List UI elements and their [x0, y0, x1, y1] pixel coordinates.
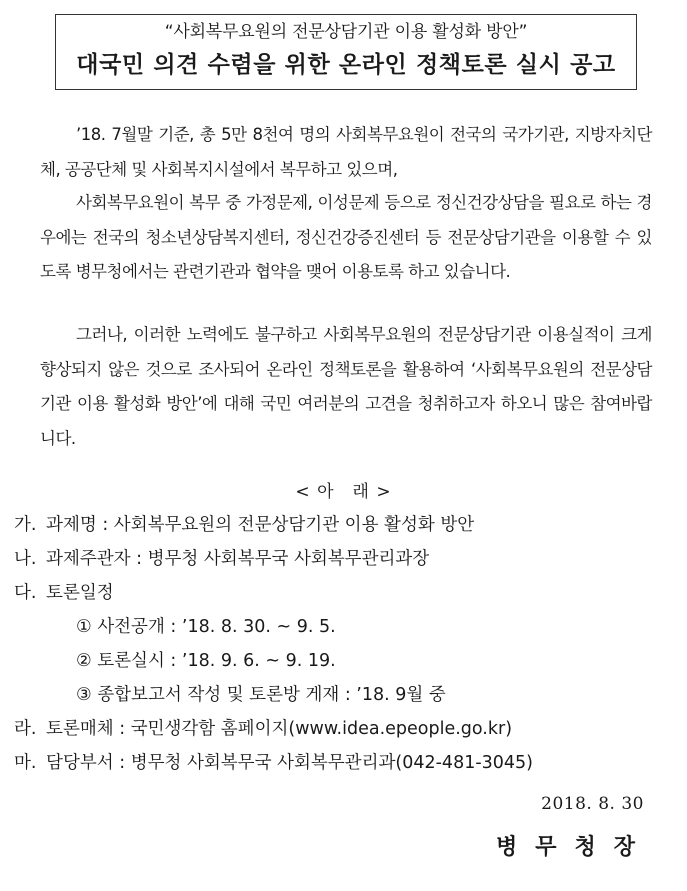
body-paragraph-2: 사회복무요원이 복무 중 가정문제, 이성문제 등으로 정신건강상담을 필요로 하는 경우에는 전국의 청소년상담복지센터, 정신건강증진센터 등 전문상담기관을 이용할 수 있도록 병무청에서는 관련기관과 협약을 맺어 이용토록 하고 있습니다.	[40, 193, 652, 281]
notice-title: 대국민 의견 수렴을 위한 온라인 정책토론 실시 공고	[76, 52, 616, 78]
details-list	[14, 510, 674, 782]
detail-item-label: 나.	[14, 549, 37, 569]
detail-item-label: 마.	[14, 753, 37, 773]
notice-subtitle: “사회복무요원의 전문상담기관 이용 활성화 방안”	[164, 22, 528, 42]
detail-item-text: 과제명 : 사회복무요원의 전문상담기관 이용 활성화 방안	[46, 515, 475, 535]
detail-item-text: 토론매체 : 국민생각함 홈페이지(www.idea.epeople.go.kr)	[46, 719, 513, 739]
issuer-signature: 병무청장	[495, 834, 653, 860]
detail-item-text: 토론일정	[46, 583, 114, 603]
detail-item-organizer	[14, 544, 674, 578]
schedule-step-discussion: ② 토론실시 : ’18. 9. 6. ~ 9. 19.	[76, 651, 336, 671]
notice-title-box	[55, 14, 637, 90]
detail-item-label: 가.	[14, 515, 37, 535]
details-heading: < 아 래 >	[295, 482, 392, 502]
detail-item-label: 다.	[14, 583, 37, 603]
detail-item-text: 담당부서 : 병무청 사회복무국 사회복무관리과(042-481-3045)	[46, 753, 534, 773]
detail-item-department	[14, 748, 674, 782]
notice-date: 2018. 8. 30	[541, 794, 644, 814]
detail-item-schedule	[14, 578, 674, 612]
detail-item-text: 과제주관자 : 병무청 사회복무국 사회복무관리과장	[46, 549, 430, 569]
body-paragraph-3: 그러나, 이러한 노력에도 불구하고 사회복무요원의 전문상담기관 이용실적이 크게 향상되지 않은 것으로 조사되어 온라인 정책토론을 활용하여 ‘사회복무요원의 전문상담기관 이용 활성화 방안’에 대해 국민 여러분의 고견을 청취하고자 하오니 많은 참여바랍니다.	[40, 325, 652, 448]
detail-item-label: 라.	[14, 719, 37, 739]
detail-item-task-name	[14, 510, 674, 544]
body-paragraph-1: ’18. 7월말 기준, 총 5만 8천여 명의 사회복무요원이 전국의 국가기관, 지방자치단체, 공공단체 및 사회복지시설에서 복무하고 있으며,	[40, 125, 652, 179]
schedule-step-pre-release: ① 사전공개 : ’18. 8. 30. ~ 9. 5.	[76, 617, 336, 637]
schedule-step-report: ③ 종합보고서 작성 및 토론방 게재 : ’18. 9월 중	[76, 685, 446, 705]
detail-item-medium	[14, 714, 674, 748]
